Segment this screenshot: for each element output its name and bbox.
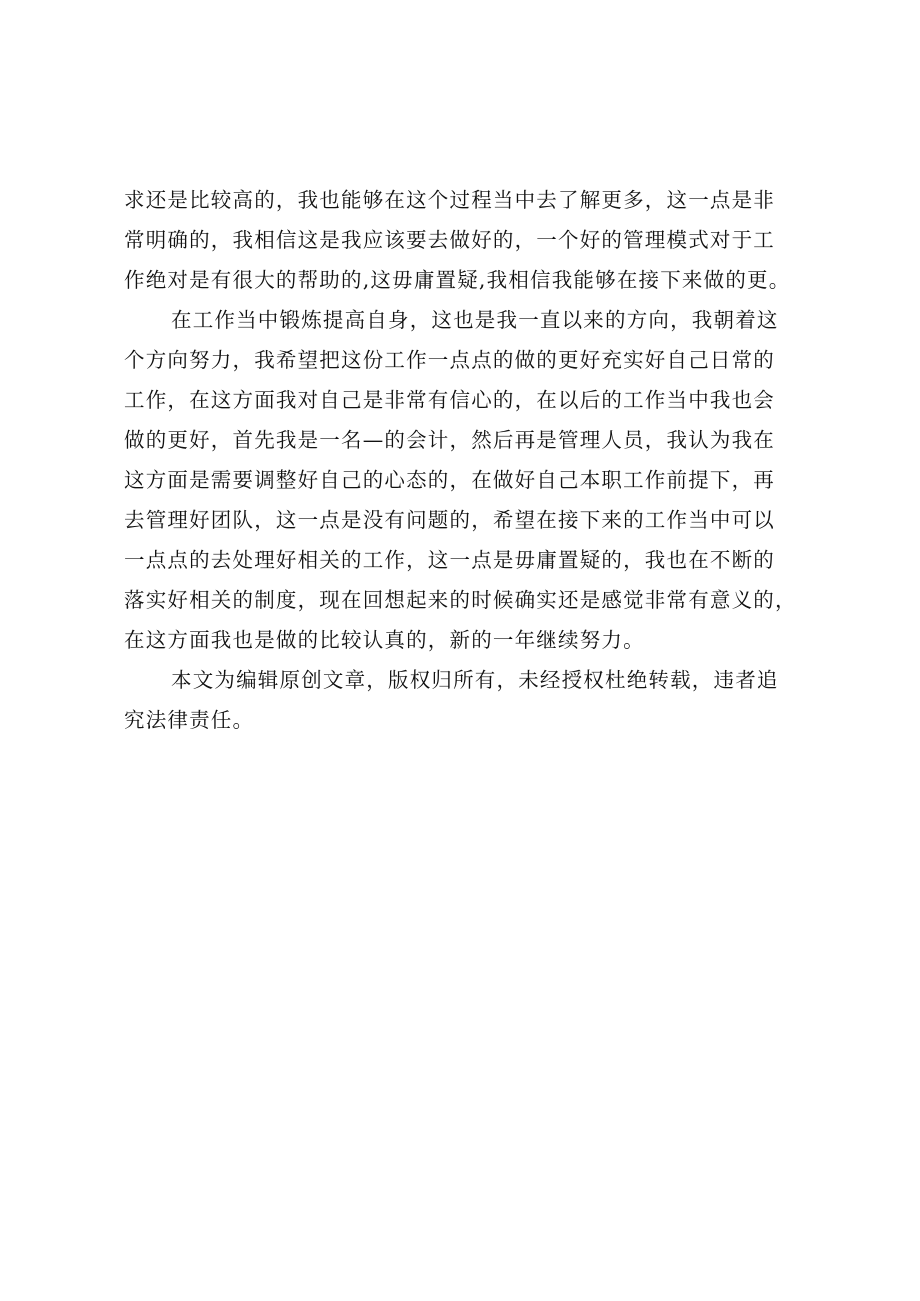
text-line: 求还是比较高的，我也能够在这个过程当中去了解更多，这一点是非 (124, 188, 775, 212)
text-line: 这方面是需要调整好自己的心态的，在做好自己本职工作前提下，再 (124, 468, 775, 492)
text-line: 在这方面我也是做的比较认真的，新的一年继续努力。 (124, 628, 645, 652)
text-line: 个方向努力，我希望把这份工作一点点的做的更好充实好自己日常的 (124, 348, 775, 372)
text-line: 做的更好，首先我是一名—的会计，然后再是管理人员，我认为我在 (124, 428, 775, 452)
paragraph-first-line: 在工作当中锻炼提高自身，这也是我一直以来的方向，我朝着这 (171, 308, 779, 332)
text-line: 一点点的去处理好相关的工作，这一点是毋庸置疑的，我也在不断的 (124, 548, 775, 572)
text-line: 常明确的，我相信这是我应该要去做好的，一个好的管理模式对于工 (124, 228, 775, 252)
copyright-notice-line: 究法律责任。 (124, 708, 255, 732)
copyright-notice-line: 本文为编辑原创文章，版权归所有，未经授权杜绝转载，违者追 (171, 668, 779, 692)
text-line: 去管理好团队，这一点是没有问题的，希望在接下来的工作当中可以 (124, 508, 775, 532)
text-line: 工作，在这方面我对自己是非常有信心的，在以后的工作当中我也会 (124, 388, 775, 412)
document-body (124, 180, 854, 740)
text-line: 落实好相关的制度，现在回想起来的时候确实还是感觉非常有意义的， (124, 588, 797, 612)
text-line: 作绝对是有很大的帮助的,这毋庸置疑,我相信我能够在接下来做的更。 (124, 268, 791, 292)
